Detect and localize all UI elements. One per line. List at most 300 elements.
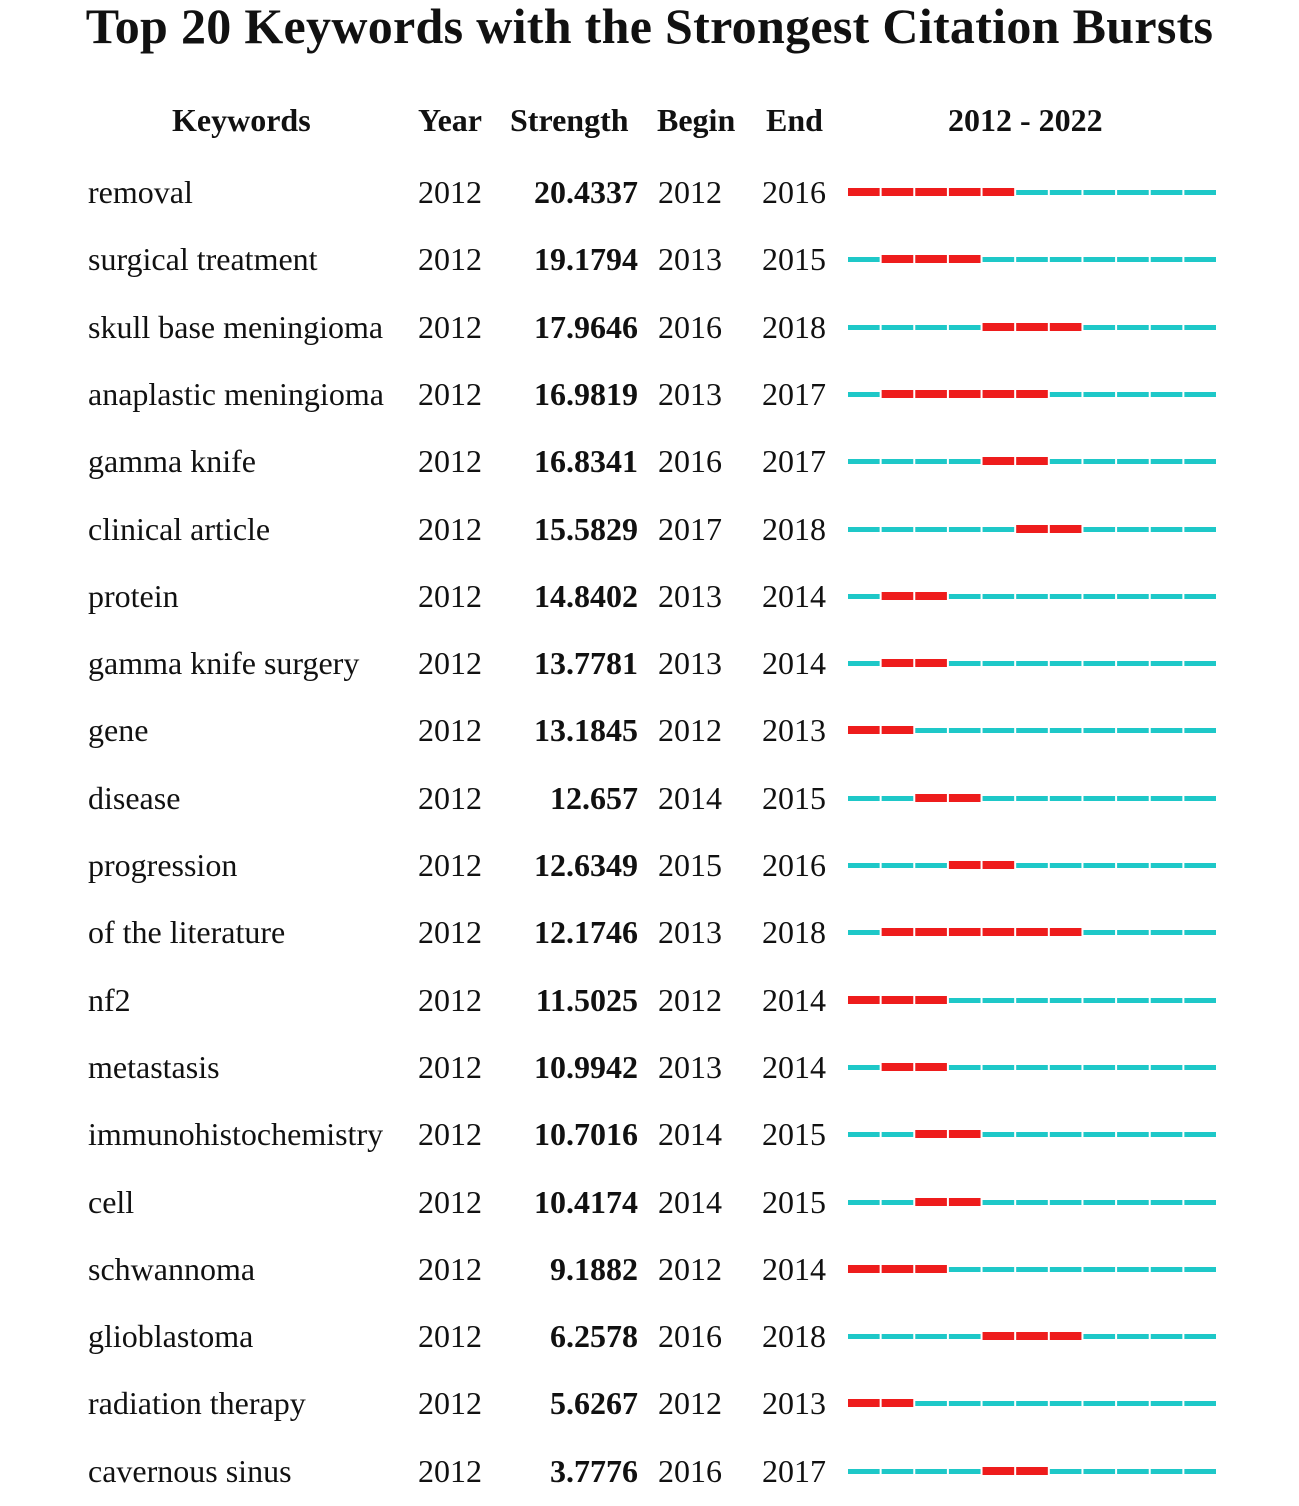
keyword-label: skull base meningioma bbox=[88, 308, 384, 345]
timeline-segment-2019 bbox=[1083, 930, 1115, 935]
timeline-segment-2012 bbox=[848, 1200, 880, 1205]
burst-segment-2017 bbox=[1016, 323, 1048, 331]
timeline-segment-2018 bbox=[1050, 1200, 1082, 1205]
end-year: 2018 bbox=[762, 308, 826, 345]
timeline-segment-2018 bbox=[1050, 661, 1082, 666]
burst-segment-2015 bbox=[949, 861, 981, 869]
timeline-segment-2019 bbox=[1083, 1401, 1115, 1406]
year-value: 2012 bbox=[418, 1116, 482, 1153]
begin-year: 2016 bbox=[658, 443, 722, 480]
burst-timeline bbox=[848, 725, 1218, 737]
strength-value: 9.1882 bbox=[550, 1250, 638, 1287]
timeline-segment-2022 bbox=[1184, 257, 1216, 262]
begin-year: 2013 bbox=[658, 1048, 722, 1085]
timeline-segment-2018 bbox=[1050, 1065, 1082, 1070]
timeline-segment-2021 bbox=[1151, 796, 1183, 801]
timeline-segment-2021 bbox=[1151, 863, 1183, 868]
burst-timeline bbox=[848, 927, 1218, 939]
burst-timeline bbox=[848, 591, 1218, 603]
timeline-segment-2019 bbox=[1083, 998, 1115, 1003]
burst-segment-2015 bbox=[949, 390, 981, 398]
year-value: 2012 bbox=[418, 1250, 482, 1287]
timeline-segment-2015 bbox=[949, 325, 981, 330]
timeline-segment-2020 bbox=[1117, 1200, 1149, 1205]
timeline-segment-2019 bbox=[1083, 392, 1115, 397]
strength-value: 10.9942 bbox=[534, 1048, 638, 1085]
timeline-segment-2016 bbox=[983, 1267, 1015, 1272]
timeline-segment-2021 bbox=[1151, 1334, 1183, 1339]
end-year: 2013 bbox=[762, 712, 826, 749]
timeline-segment-2019 bbox=[1083, 190, 1115, 195]
year-value: 2012 bbox=[418, 308, 482, 345]
timeline-segment-2017 bbox=[1016, 190, 1048, 195]
end-year: 2018 bbox=[762, 914, 826, 951]
keyword-label: removal bbox=[88, 174, 193, 210]
timeline-segment-2016 bbox=[983, 796, 1015, 801]
strength-value: 19.1794 bbox=[534, 241, 638, 278]
timeline-segment-2020 bbox=[1117, 796, 1149, 801]
timeline-segment-2019 bbox=[1083, 1132, 1115, 1137]
table-row bbox=[0, 362, 1299, 429]
burst-segment-2017 bbox=[1016, 1467, 1048, 1475]
timeline-segment-2022 bbox=[1184, 998, 1216, 1003]
timeline-segment-2019 bbox=[1083, 257, 1115, 262]
year-value: 2012 bbox=[418, 510, 482, 547]
keyword-label: protein bbox=[88, 577, 179, 614]
end-year: 2018 bbox=[762, 510, 826, 547]
timeline-segment-2021 bbox=[1151, 1401, 1183, 1406]
timeline-segment-2019 bbox=[1083, 728, 1115, 733]
table-row bbox=[0, 160, 1299, 227]
table-row bbox=[0, 1102, 1299, 1169]
timeline-segment-2016 bbox=[983, 1132, 1015, 1137]
timeline-segment-2019 bbox=[1083, 527, 1115, 532]
year-value: 2012 bbox=[418, 914, 482, 951]
strength-value: 12.657 bbox=[550, 779, 638, 816]
timeline-segment-2018 bbox=[1050, 190, 1082, 195]
strength-value: 6.2578 bbox=[550, 1318, 638, 1355]
burst-timeline bbox=[848, 658, 1218, 670]
timeline-segment-2016 bbox=[983, 594, 1015, 599]
table-row bbox=[0, 1371, 1299, 1438]
timeline-segment-2017 bbox=[1016, 1200, 1048, 1205]
timeline-segment-2018 bbox=[1050, 459, 1082, 464]
burst-segment-2016 bbox=[983, 1467, 1015, 1475]
timeline-segment-2019 bbox=[1083, 863, 1115, 868]
burst-segment-2012 bbox=[848, 188, 880, 196]
burst-segment-2013 bbox=[882, 1063, 914, 1071]
timeline-segment-2012 bbox=[848, 930, 880, 935]
strength-value: 12.6349 bbox=[534, 847, 638, 883]
timeline-segment-2022 bbox=[1184, 1200, 1216, 1205]
burst-segment-2015 bbox=[949, 928, 981, 936]
timeline-segment-2015 bbox=[949, 1267, 981, 1272]
timeline-segment-2012 bbox=[848, 1469, 880, 1474]
keyword-label: surgical treatment bbox=[88, 241, 318, 278]
timeline-segment-2019 bbox=[1083, 796, 1115, 801]
burst-segment-2017 bbox=[1016, 390, 1048, 398]
timeline-segment-2022 bbox=[1184, 325, 1216, 330]
timeline-segment-2013 bbox=[882, 325, 914, 330]
begin-year: 2012 bbox=[658, 981, 722, 1018]
keyword-label: nf2 bbox=[88, 981, 131, 1018]
burst-segment-2018 bbox=[1050, 525, 1082, 533]
timeline-segment-2015 bbox=[949, 459, 981, 464]
begin-year: 2013 bbox=[658, 577, 722, 614]
timeline-segment-2015 bbox=[949, 1401, 981, 1406]
timeline-segment-2022 bbox=[1184, 459, 1216, 464]
table-row bbox=[0, 564, 1299, 631]
strength-value: 3.7776 bbox=[550, 1452, 638, 1489]
timeline-segment-2018 bbox=[1050, 796, 1082, 801]
timeline-segment-2018 bbox=[1050, 1469, 1082, 1474]
burst-segment-2014 bbox=[915, 390, 947, 398]
timeline-segment-2013 bbox=[882, 1132, 914, 1137]
timeline-segment-2022 bbox=[1184, 527, 1216, 532]
timeline-segment-2012 bbox=[848, 1334, 880, 1339]
timeline-segment-2020 bbox=[1117, 1469, 1149, 1474]
timeline-segment-2020 bbox=[1117, 1334, 1149, 1339]
timeline-segment-2014 bbox=[915, 527, 947, 532]
year-value: 2012 bbox=[418, 645, 482, 682]
begin-year: 2014 bbox=[658, 1183, 722, 1220]
end-year: 2013 bbox=[762, 1385, 826, 1422]
burst-timeline bbox=[848, 995, 1218, 1007]
end-year: 2015 bbox=[762, 1183, 826, 1220]
burst-timeline bbox=[848, 860, 1218, 872]
strength-value: 13.1845 bbox=[534, 712, 638, 749]
timeline-segment-2014 bbox=[915, 1401, 947, 1406]
timeline-segment-2015 bbox=[949, 1065, 981, 1070]
burst-timeline bbox=[848, 1129, 1218, 1141]
burst-timeline bbox=[848, 1398, 1218, 1410]
year-value: 2012 bbox=[418, 1183, 482, 1220]
timeline-segment-2012 bbox=[848, 1065, 880, 1070]
begin-year: 2016 bbox=[658, 1452, 722, 1489]
header-year: Year bbox=[418, 102, 482, 138]
timeline-segment-2020 bbox=[1117, 392, 1149, 397]
timeline-segment-2022 bbox=[1184, 1132, 1216, 1137]
keyword-label: glioblastoma bbox=[88, 1318, 254, 1355]
burst-timeline bbox=[848, 456, 1218, 468]
timeline-segment-2016 bbox=[983, 257, 1015, 262]
timeline-segment-2020 bbox=[1117, 998, 1149, 1003]
timeline-segment-2022 bbox=[1184, 728, 1216, 733]
end-year: 2017 bbox=[762, 1452, 826, 1489]
timeline-segment-2022 bbox=[1184, 1065, 1216, 1070]
timeline-segment-2021 bbox=[1151, 190, 1183, 195]
burst-timeline bbox=[848, 187, 1218, 199]
timeline-segment-2012 bbox=[848, 863, 880, 868]
begin-year: 2016 bbox=[658, 308, 722, 345]
table-row bbox=[0, 968, 1299, 1035]
timeline-segment-2017 bbox=[1016, 796, 1048, 801]
end-year: 2015 bbox=[762, 241, 826, 278]
timeline-segment-2020 bbox=[1117, 257, 1149, 262]
chart-title: Top 20 Keywords with the Strongest Citation Bursts bbox=[85, 0, 1214, 54]
timeline-segment-2021 bbox=[1151, 728, 1183, 733]
timeline-segment-2021 bbox=[1151, 257, 1183, 262]
timeline-segment-2012 bbox=[848, 257, 880, 262]
timeline-segment-2019 bbox=[1083, 459, 1115, 464]
burst-segment-2016 bbox=[983, 457, 1015, 465]
timeline-segment-2018 bbox=[1050, 1267, 1082, 1272]
year-value: 2012 bbox=[418, 847, 482, 883]
year-value: 2012 bbox=[418, 1318, 482, 1355]
timeline-segment-2015 bbox=[949, 728, 981, 733]
keyword-label: metastasis bbox=[88, 1048, 220, 1085]
burst-segment-2016 bbox=[983, 323, 1015, 331]
burst-timeline bbox=[848, 1197, 1218, 1209]
burst-segment-2013 bbox=[882, 255, 914, 263]
table-row bbox=[0, 1170, 1299, 1237]
timeline-segment-2020 bbox=[1117, 1132, 1149, 1137]
timeline-segment-2021 bbox=[1151, 325, 1183, 330]
burst-segment-2012 bbox=[848, 1399, 880, 1407]
burst-segment-2013 bbox=[882, 659, 914, 667]
table-row bbox=[0, 766, 1299, 833]
timeline-segment-2020 bbox=[1117, 863, 1149, 868]
year-value: 2012 bbox=[418, 1048, 482, 1085]
timeline-segment-2022 bbox=[1184, 1401, 1216, 1406]
end-year: 2015 bbox=[762, 779, 826, 816]
burst-segment-2014 bbox=[915, 1198, 947, 1206]
strength-value: 10.7016 bbox=[534, 1116, 638, 1153]
timeline-segment-2022 bbox=[1184, 1267, 1216, 1272]
timeline-segment-2013 bbox=[882, 1200, 914, 1205]
header-begin: Begin bbox=[657, 102, 736, 138]
end-year: 2014 bbox=[762, 981, 826, 1018]
timeline-segment-2012 bbox=[848, 1132, 880, 1137]
timeline-segment-2014 bbox=[915, 863, 947, 868]
timeline-segment-2019 bbox=[1083, 1200, 1115, 1205]
timeline-segment-2019 bbox=[1083, 594, 1115, 599]
burst-timeline bbox=[848, 1331, 1218, 1343]
burst-segment-2014 bbox=[915, 1063, 947, 1071]
burst-segment-2016 bbox=[983, 188, 1015, 196]
year-value: 2012 bbox=[418, 712, 482, 749]
strength-value: 14.8402 bbox=[534, 577, 638, 614]
timeline-segment-2012 bbox=[848, 527, 880, 532]
timeline-segment-2019 bbox=[1083, 661, 1115, 666]
timeline-segment-2012 bbox=[848, 661, 880, 666]
keyword-label: cavernous sinus bbox=[88, 1452, 292, 1489]
burst-segment-2012 bbox=[848, 1265, 880, 1273]
begin-year: 2013 bbox=[658, 375, 722, 412]
table-row bbox=[0, 429, 1299, 496]
table-row bbox=[0, 833, 1299, 900]
begin-year: 2014 bbox=[658, 779, 722, 816]
begin-year: 2013 bbox=[658, 241, 722, 278]
begin-year: 2013 bbox=[658, 645, 722, 682]
timeline-segment-2013 bbox=[882, 1469, 914, 1474]
table-row bbox=[0, 1035, 1299, 1102]
timeline-segment-2019 bbox=[1083, 1469, 1115, 1474]
begin-year: 2015 bbox=[658, 847, 722, 883]
burst-segment-2013 bbox=[882, 592, 914, 600]
timeline-segment-2022 bbox=[1184, 1334, 1216, 1339]
timeline-segment-2015 bbox=[949, 594, 981, 599]
burst-segment-2018 bbox=[1050, 928, 1082, 936]
end-year: 2015 bbox=[762, 1116, 826, 1153]
keyword-label: schwannoma bbox=[88, 1250, 256, 1287]
burst-segment-2017 bbox=[1016, 928, 1048, 936]
timeline-segment-2018 bbox=[1050, 1401, 1082, 1406]
year-value: 2012 bbox=[418, 375, 482, 412]
timeline-segment-2018 bbox=[1050, 257, 1082, 262]
end-year: 2017 bbox=[762, 443, 826, 480]
end-year: 2014 bbox=[762, 1250, 826, 1287]
timeline-segment-2018 bbox=[1050, 863, 1082, 868]
burst-segment-2014 bbox=[915, 928, 947, 936]
timeline-segment-2022 bbox=[1184, 190, 1216, 195]
year-value: 2012 bbox=[418, 981, 482, 1018]
timeline-segment-2021 bbox=[1151, 594, 1183, 599]
timeline-segment-2017 bbox=[1016, 594, 1048, 599]
timeline-segment-2016 bbox=[983, 1401, 1015, 1406]
timeline-segment-2017 bbox=[1016, 1065, 1048, 1070]
keyword-label: gene bbox=[88, 712, 149, 749]
burst-segment-2012 bbox=[848, 996, 880, 1004]
burst-segment-2016 bbox=[983, 928, 1015, 936]
begin-year: 2014 bbox=[658, 1116, 722, 1153]
keyword-label: immunohistochemistry bbox=[88, 1116, 384, 1153]
timeline-segment-2018 bbox=[1050, 728, 1082, 733]
burst-segment-2014 bbox=[915, 592, 947, 600]
begin-year: 2012 bbox=[658, 1385, 722, 1422]
end-year: 2018 bbox=[762, 1318, 826, 1355]
header-strength: Strength bbox=[510, 102, 629, 138]
burst-segment-2013 bbox=[882, 996, 914, 1004]
timeline-segment-2016 bbox=[983, 527, 1015, 532]
timeline-segment-2019 bbox=[1083, 1267, 1115, 1272]
timeline-segment-2020 bbox=[1117, 728, 1149, 733]
timeline-segment-2017 bbox=[1016, 1132, 1048, 1137]
timeline-segment-2016 bbox=[983, 998, 1015, 1003]
burst-segment-2016 bbox=[983, 1332, 1015, 1340]
burst-segment-2014 bbox=[915, 996, 947, 1004]
burst-segment-2017 bbox=[1016, 457, 1048, 465]
timeline-segment-2022 bbox=[1184, 930, 1216, 935]
begin-year: 2017 bbox=[658, 510, 722, 547]
burst-segment-2014 bbox=[915, 659, 947, 667]
burst-segment-2018 bbox=[1050, 323, 1082, 331]
timeline-segment-2020 bbox=[1117, 930, 1149, 935]
timeline-segment-2014 bbox=[915, 1334, 947, 1339]
strength-value: 11.5025 bbox=[535, 981, 638, 1018]
timeline-segment-2021 bbox=[1151, 661, 1183, 666]
timeline-segment-2017 bbox=[1016, 257, 1048, 262]
timeline-segment-2013 bbox=[882, 1334, 914, 1339]
timeline-segment-2022 bbox=[1184, 392, 1216, 397]
timeline-segment-2014 bbox=[915, 459, 947, 464]
header-end: End bbox=[766, 102, 823, 138]
burst-timeline bbox=[848, 524, 1218, 536]
table-row bbox=[0, 631, 1299, 698]
begin-year: 2016 bbox=[658, 1318, 722, 1355]
strength-value: 16.9819 bbox=[534, 375, 638, 412]
keyword-label: radiation therapy bbox=[88, 1385, 306, 1422]
keyword-label: anaplastic meningioma bbox=[88, 375, 384, 412]
burst-timeline bbox=[848, 254, 1218, 266]
keyword-label: cell bbox=[88, 1183, 135, 1220]
timeline-segment-2021 bbox=[1151, 930, 1183, 935]
timeline-segment-2022 bbox=[1184, 796, 1216, 801]
timeline-segment-2019 bbox=[1083, 1065, 1115, 1070]
burst-segment-2014 bbox=[915, 794, 947, 802]
strength-value: 12.1746 bbox=[534, 914, 638, 951]
timeline-segment-2022 bbox=[1184, 594, 1216, 599]
timeline-segment-2019 bbox=[1083, 1334, 1115, 1339]
burst-timeline bbox=[848, 1466, 1218, 1478]
keyword-label: gamma knife bbox=[88, 443, 256, 480]
timeline-segment-2017 bbox=[1016, 661, 1048, 666]
timeline-segment-2015 bbox=[949, 1334, 981, 1339]
timeline-segment-2018 bbox=[1050, 392, 1082, 397]
burst-segment-2012 bbox=[848, 726, 880, 734]
keyword-label: of the literature bbox=[88, 914, 286, 951]
timeline-segment-2021 bbox=[1151, 1132, 1183, 1137]
burst-segment-2015 bbox=[949, 1198, 981, 1206]
timeline-segment-2013 bbox=[882, 863, 914, 868]
timeline-segment-2013 bbox=[882, 459, 914, 464]
year-value: 2012 bbox=[418, 241, 482, 278]
burst-segment-2014 bbox=[915, 255, 947, 263]
burst-timeline bbox=[848, 793, 1218, 805]
timeline-segment-2018 bbox=[1050, 594, 1082, 599]
timeline-segment-2020 bbox=[1117, 1401, 1149, 1406]
begin-year: 2012 bbox=[658, 174, 722, 210]
burst-segment-2014 bbox=[915, 1130, 947, 1138]
begin-year: 2013 bbox=[658, 914, 722, 951]
timeline-segment-2021 bbox=[1151, 1065, 1183, 1070]
burst-segment-2014 bbox=[915, 1265, 947, 1273]
burst-segment-2017 bbox=[1016, 1332, 1048, 1340]
timeline-segment-2016 bbox=[983, 728, 1015, 733]
year-value: 2012 bbox=[418, 1385, 482, 1422]
timeline-segment-2015 bbox=[949, 661, 981, 666]
year-value: 2012 bbox=[418, 443, 482, 480]
timeline-segment-2017 bbox=[1016, 998, 1048, 1003]
strength-value: 17.9646 bbox=[534, 308, 638, 345]
table-row bbox=[0, 497, 1299, 564]
burst-segment-2013 bbox=[882, 188, 914, 196]
timeline-segment-2017 bbox=[1016, 863, 1048, 868]
timeline-segment-2015 bbox=[949, 1469, 981, 1474]
timeline-segment-2012 bbox=[848, 325, 880, 330]
table-row bbox=[0, 227, 1299, 294]
year-value: 2012 bbox=[418, 577, 482, 614]
burst-timeline bbox=[848, 389, 1218, 401]
timeline-segment-2012 bbox=[848, 459, 880, 464]
timeline-segment-2014 bbox=[915, 325, 947, 330]
timeline-segment-2020 bbox=[1117, 527, 1149, 532]
timeline-segment-2015 bbox=[949, 998, 981, 1003]
timeline-segment-2017 bbox=[1016, 1401, 1048, 1406]
end-year: 2014 bbox=[762, 645, 826, 682]
timeline-segment-2018 bbox=[1050, 1132, 1082, 1137]
burst-segment-2013 bbox=[882, 726, 914, 734]
year-value: 2012 bbox=[418, 779, 482, 816]
end-year: 2016 bbox=[762, 174, 826, 210]
burst-segment-2017 bbox=[1016, 525, 1048, 533]
strength-value: 20.4337 bbox=[534, 174, 638, 210]
timeline-segment-2020 bbox=[1117, 190, 1149, 195]
timeline-segment-2018 bbox=[1050, 998, 1082, 1003]
year-value: 2012 bbox=[418, 1452, 482, 1489]
timeline-segment-2020 bbox=[1117, 661, 1149, 666]
timeline-segment-2017 bbox=[1016, 728, 1048, 733]
